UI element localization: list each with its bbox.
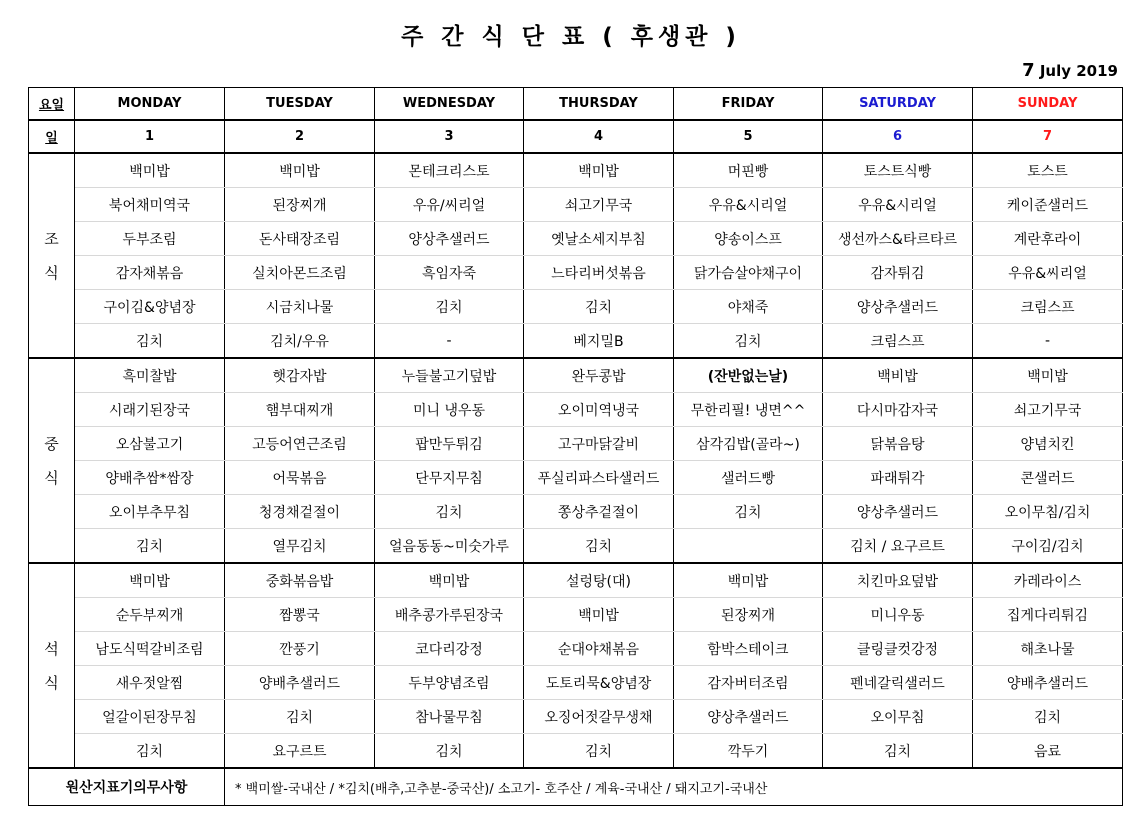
menu-item-cell: 양상추샐러드	[674, 700, 823, 734]
meal-label-char: 조	[44, 229, 59, 248]
menu-item-cell: 구이김/김치	[973, 529, 1123, 564]
menu-item-cell: 흑임자죽	[375, 256, 524, 290]
menu-item-cell: 우유&시리얼	[823, 188, 973, 222]
menu-row	[29, 529, 1123, 564]
menu-item-cell: 배추콩가루된장국	[375, 598, 524, 632]
menu-item-cell: 팝만두튀김	[375, 427, 524, 461]
menu-item-cell: 백비밥	[823, 358, 973, 393]
menu-item-cell: 토스트	[973, 153, 1123, 188]
meal-label-char: 식	[44, 263, 59, 282]
menu-item-cell: 집게다리튀김	[973, 598, 1123, 632]
menu-row	[29, 358, 1123, 393]
page-title: 주 간 식 단 표 ( 후생관 )	[401, 24, 741, 50]
menu-item-cell: 김치	[375, 734, 524, 769]
menu-item-cell: 고구마닭갈비	[524, 427, 674, 461]
menu-row	[29, 563, 1123, 598]
menu-item-cell: 양상추샐러드	[823, 495, 973, 529]
menu-item-cell: 미니 냉우동	[375, 393, 524, 427]
menu-item-cell: 김치	[225, 700, 375, 734]
menu-row	[29, 632, 1123, 666]
menu-item-cell: 흑미찰밥	[75, 358, 225, 393]
day-name-cell: SUNDAY	[973, 88, 1123, 121]
menu-item-cell: 코다리강정	[375, 632, 524, 666]
menu-item-cell: 오이무침/김치	[973, 495, 1123, 529]
menu-item-cell: 생선까스&타르타르	[823, 222, 973, 256]
menu-item-cell: 쇠고기무국	[973, 393, 1123, 427]
menu-item-cell: 김치	[524, 529, 674, 564]
menu-item-cell: 토스트식빵	[823, 153, 973, 188]
menu-item-cell: 감자채볶음	[75, 256, 225, 290]
date-label-cell: 일	[29, 120, 75, 153]
menu-item-cell: 짬뽕국	[225, 598, 375, 632]
day-number-cell: 1	[75, 120, 225, 153]
menu-date	[1022, 60, 1118, 81]
menu-item-cell: 백미밥	[973, 358, 1123, 393]
meal-label-char: 석	[44, 639, 59, 658]
meal-label	[29, 153, 75, 358]
meal-label	[29, 358, 75, 563]
menu-item-cell: 김치	[823, 734, 973, 769]
menu-row	[29, 666, 1123, 700]
menu-item-cell: 우유/씨리얼	[375, 188, 524, 222]
menu-item-cell: 김치	[75, 529, 225, 564]
menu-item-cell: 펜네갈릭샐러드	[823, 666, 973, 700]
menu-item-cell: 순대야채볶음	[524, 632, 674, 666]
menu-item-cell: 요구르트	[225, 734, 375, 769]
menu-row	[29, 256, 1123, 290]
day-name-cell: TUESDAY	[225, 88, 375, 121]
menu-item-cell: 백미밥	[674, 563, 823, 598]
menu-item-cell	[674, 529, 823, 564]
menu-item-cell: 크림스프	[973, 290, 1123, 324]
menu-item-cell: 크림스프	[823, 324, 973, 359]
weekly-menu-table	[28, 87, 1123, 806]
menu-item-cell: 양상추샐러드	[823, 290, 973, 324]
day-name-cell: THURSDAY	[524, 88, 674, 121]
menu-item-cell: 무한리필! 냉면^^	[674, 393, 823, 427]
date-day: 7	[1022, 60, 1035, 81]
day-number-cell: 5	[674, 120, 823, 153]
menu-item-cell: 열무김치	[225, 529, 375, 564]
menu-item-cell: 김치	[524, 734, 674, 769]
menu-item-cell: 양념치킨	[973, 427, 1123, 461]
menu-item-cell: 양상추샐러드	[375, 222, 524, 256]
menu-item-cell: 남도식떡갈비조림	[75, 632, 225, 666]
menu-item-cell: 백미밥	[524, 153, 674, 188]
menu-item-cell: 단무지무침	[375, 461, 524, 495]
menu-item-cell: 우유&씨리얼	[973, 256, 1123, 290]
menu-item-cell: 쇠고기무국	[524, 188, 674, 222]
menu-item-cell: 머핀빵	[674, 153, 823, 188]
meal-label-char: 식	[44, 468, 59, 487]
day-number-cell: 4	[524, 120, 674, 153]
menu-item-cell: 다시마감자국	[823, 393, 973, 427]
day-number-cell: 2	[225, 120, 375, 153]
menu-item-cell: 우유&시리얼	[674, 188, 823, 222]
menu-row	[29, 222, 1123, 256]
origin-notice-text: * 백미쌀-국내산 / *김치(배추,고추분-중국산)/ 소고기- 호주산 / 계육-국내산 / 돼지고기-국내산	[225, 768, 1123, 806]
menu-row	[29, 598, 1123, 632]
menu-item-cell: 김치	[973, 700, 1123, 734]
menu-item-cell: 김치	[375, 290, 524, 324]
menu-item-cell: 김치	[75, 324, 225, 359]
menu-item-cell: 양배추샐러드	[973, 666, 1123, 700]
menu-item-cell: 오삼불고기	[75, 427, 225, 461]
menu-row	[29, 734, 1123, 769]
menu-item-cell: 완두콩밥	[524, 358, 674, 393]
menu-row	[29, 427, 1123, 461]
menu-item-cell: 푸실리파스타샐러드	[524, 461, 674, 495]
menu-item-cell: 오이미역냉국	[524, 393, 674, 427]
menu-row	[29, 393, 1123, 427]
menu-item-cell: 깐풍기	[225, 632, 375, 666]
menu-item-cell: 깍두기	[674, 734, 823, 769]
menu-item-cell: 치킨마요덮밥	[823, 563, 973, 598]
menu-item-cell: 음료	[973, 734, 1123, 769]
menu-row	[29, 495, 1123, 529]
menu-item-cell: 몬테크리스토	[375, 153, 524, 188]
menu-item-cell: 카레라이스	[973, 563, 1123, 598]
menu-item-cell: 백미밥	[75, 563, 225, 598]
menu-item-cell: 설렁탕(대)	[524, 563, 674, 598]
menu-item-cell: 된장찌개	[674, 598, 823, 632]
menu-item-cell: (잔반없는날)	[674, 358, 823, 393]
menu-item-cell: 북어채미역국	[75, 188, 225, 222]
menu-item-cell: 새우젓알찜	[75, 666, 225, 700]
menu-row	[29, 153, 1123, 188]
menu-item-cell: 햄부대찌개	[225, 393, 375, 427]
menu-item-cell: 누들불고기덮밥	[375, 358, 524, 393]
day-name-cell: WEDNESDAY	[375, 88, 524, 121]
menu-item-cell: 양배추샐러드	[225, 666, 375, 700]
menu-item-cell: 옛날소세지부침	[524, 222, 674, 256]
origin-notice-row	[29, 768, 1123, 806]
menu-item-cell: 얼음동동~미숫가루	[375, 529, 524, 564]
menu-row	[29, 188, 1123, 222]
menu-item-cell: 닭볶음탕	[823, 427, 973, 461]
day-name-cell: MONDAY	[75, 88, 225, 121]
menu-item-cell: 김치	[75, 734, 225, 769]
menu-item-cell: 해초나물	[973, 632, 1123, 666]
menu-item-cell: 오징어젓갈무생채	[524, 700, 674, 734]
menu-item-cell: 된장찌개	[225, 188, 375, 222]
day-name-cell: SATURDAY	[823, 88, 973, 121]
menu-item-cell: 구이김&양념장	[75, 290, 225, 324]
menu-item-cell: -	[973, 324, 1123, 359]
day-number-cell: 6	[823, 120, 973, 153]
menu-item-cell: 백미밥	[75, 153, 225, 188]
day-label-cell: 요일	[29, 88, 75, 121]
menu-item-cell: 시래기된장국	[75, 393, 225, 427]
menu-item-cell: 실치아몬드조림	[225, 256, 375, 290]
menu-item-cell: 샐러드빵	[674, 461, 823, 495]
day-number-cell: 3	[375, 120, 524, 153]
menu-item-cell: 청경채겉절이	[225, 495, 375, 529]
meal-label-char: 식	[44, 673, 59, 692]
menu-item-cell: 오이무침	[823, 700, 973, 734]
menu-item-cell: 콘샐러드	[973, 461, 1123, 495]
meal-label-char: 중	[44, 434, 59, 453]
menu-row	[29, 324, 1123, 359]
menu-item-cell: 중화볶음밥	[225, 563, 375, 598]
menu-item-cell: 고등어연근조림	[225, 427, 375, 461]
menu-item-cell: 김치 / 요구르트	[823, 529, 973, 564]
menu-item-cell: 느타리버섯볶음	[524, 256, 674, 290]
menu-item-cell: 닭가슴살야채구이	[674, 256, 823, 290]
menu-item-cell: 순두부찌개	[75, 598, 225, 632]
menu-item-cell: 어묵볶음	[225, 461, 375, 495]
menu-item-cell: 햇감자밥	[225, 358, 375, 393]
meal-label	[29, 563, 75, 768]
menu-item-cell: 시금치나물	[225, 290, 375, 324]
menu-item-cell: 미니우동	[823, 598, 973, 632]
menu-item-cell: 감자튀김	[823, 256, 973, 290]
menu-item-cell: 김치	[375, 495, 524, 529]
menu-item-cell: 김치	[674, 495, 823, 529]
menu-item-cell: 백미밥	[225, 153, 375, 188]
menu-item-cell: 김치	[524, 290, 674, 324]
menu-item-cell: 감자버터조림	[674, 666, 823, 700]
menu-item-cell: 백미밥	[375, 563, 524, 598]
menu-item-cell: 케이준샐러드	[973, 188, 1123, 222]
day-number-cell: 7	[973, 120, 1123, 153]
menu-item-cell: 돈사태장조림	[225, 222, 375, 256]
menu-item-cell: 두부조림	[75, 222, 225, 256]
menu-item-cell: 얼갈이된장무침	[75, 700, 225, 734]
menu-item-cell: -	[375, 324, 524, 359]
menu-item-cell: 양배추쌈*쌈장	[75, 461, 225, 495]
menu-item-cell: 참나물무침	[375, 700, 524, 734]
menu-item-cell: 도토리묵&양념장	[524, 666, 674, 700]
menu-item-cell: 파래튀각	[823, 461, 973, 495]
menu-item-cell: 김치/우유	[225, 324, 375, 359]
menu-item-cell: 삼각김밥(골라~)	[674, 427, 823, 461]
menu-item-cell: 계란후라이	[973, 222, 1123, 256]
menu-item-cell: 쫑상추겉절이	[524, 495, 674, 529]
menu-item-cell: 오이부추무침	[75, 495, 225, 529]
menu-item-cell: 함박스테이크	[674, 632, 823, 666]
date-month-year: July 2019	[1039, 62, 1118, 80]
day-name-cell: FRIDAY	[674, 88, 823, 121]
menu-item-cell: 양송이스프	[674, 222, 823, 256]
menu-item-cell: 두부양념조림	[375, 666, 524, 700]
origin-notice-label: 원산지표기의무사항	[29, 768, 225, 806]
menu-row	[29, 461, 1123, 495]
menu-row	[29, 700, 1123, 734]
date-header-row	[29, 120, 1123, 153]
day-header-row	[29, 88, 1123, 121]
menu-item-cell: 야채죽	[674, 290, 823, 324]
menu-item-cell: 김치	[674, 324, 823, 359]
menu-item-cell: 백미밥	[524, 598, 674, 632]
menu-row	[29, 290, 1123, 324]
menu-item-cell: 클링클컷강정	[823, 632, 973, 666]
menu-item-cell: 베지밀B	[524, 324, 674, 359]
